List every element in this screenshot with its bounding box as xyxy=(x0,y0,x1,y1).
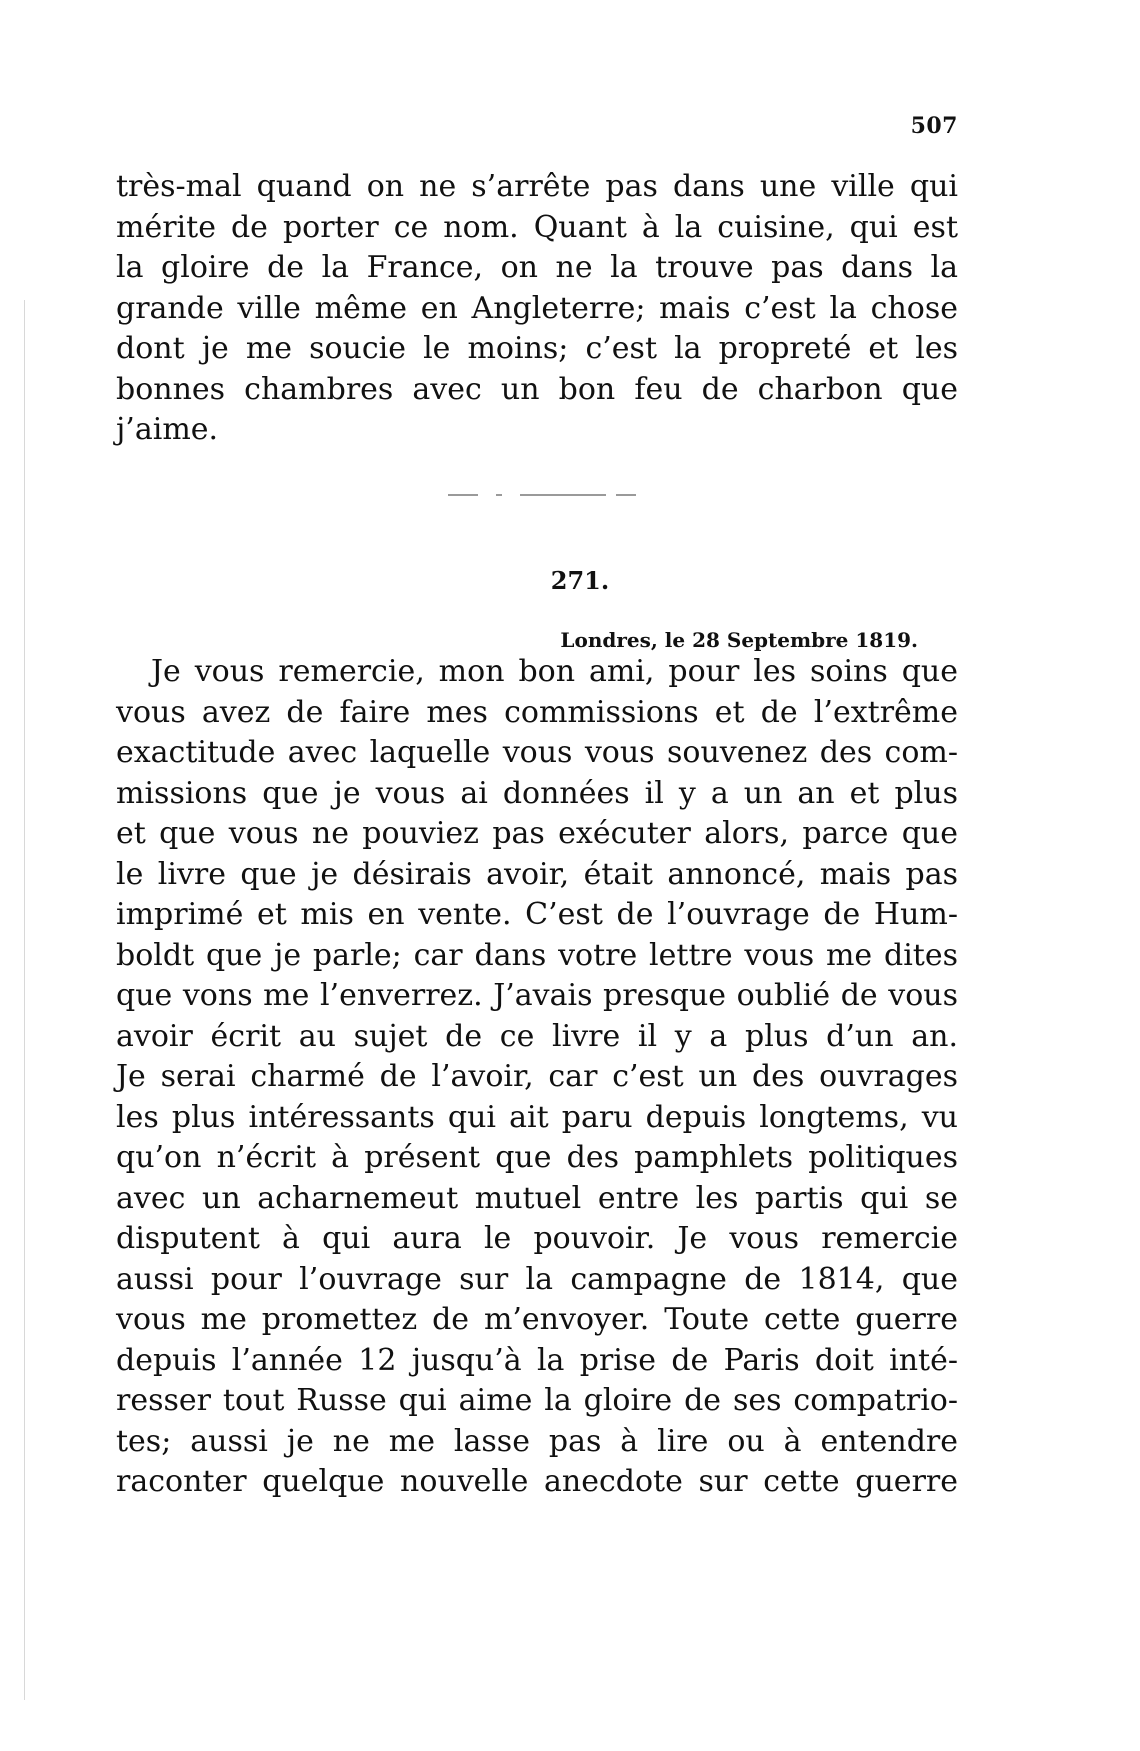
text-line: très-mal quand on ne s’arrête pas dans une ville qui xyxy=(116,169,958,204)
letter-number: 271. xyxy=(550,566,610,595)
text-line: le livre que je désirais avoir, était annoncé, mais pas xyxy=(116,856,958,892)
text-line: dont je me soucie le moins; c’est la propreté et les xyxy=(116,331,958,366)
text-line: la gloire de la France, on ne la trouve pas dans la xyxy=(116,250,958,285)
text-line: imprimé et mis en vente. C’est de l’ouvrage de Hum- xyxy=(116,897,958,932)
section-separator xyxy=(448,494,638,498)
letter-dateline: Londres, le 28 Septembre 1819. xyxy=(560,628,918,652)
text-line: tes; aussi je ne me lasse pas à lire ou à entendre xyxy=(116,1423,958,1459)
scan-edge-line xyxy=(24,300,25,1700)
previous-letter-ending xyxy=(116,167,958,451)
text-line: boldt que je parle; car dans votre lettre vous me dites xyxy=(116,937,958,973)
text-line: avec un acharnemeut mutuel entre les partis qui se xyxy=(116,1180,958,1216)
text-line: exactitude avec laquelle vous vous souvenez des com- xyxy=(116,735,958,770)
text-line: grande ville même en Angleterre; mais c’est la chose xyxy=(116,290,958,326)
text-line: raconter quelque nouvelle anecdote sur cette guerre xyxy=(116,1464,958,1499)
text-line: resser tout Russe qui aime la gloire de ses compatrio- xyxy=(116,1383,958,1418)
text-line: depuis l’année 12 jusqu’à la prise de Paris doit inté- xyxy=(116,1342,958,1378)
text-line: et que vous ne pouviez pas exécuter alors, parce que xyxy=(116,816,958,851)
text-line: Je serai charmé de l’avoir, car c’est un des ouvrages xyxy=(116,1059,958,1094)
text-line: bonnes chambres avec un bon feu de charbon que xyxy=(116,371,958,407)
text-line: que vons me l’enverrez. J’avais presque oublié de vous xyxy=(116,978,958,1013)
text-line: avoir écrit au sujet de ce livre il y a plus d’un an. xyxy=(116,1018,958,1054)
text-line: missions que je vous ai données il y a un an et plus xyxy=(116,775,958,811)
text-line: j’aime. xyxy=(116,412,219,447)
page-number: 507 xyxy=(910,113,958,139)
text-line: vous avez de faire mes commissions et de l’extrême xyxy=(116,694,958,730)
text-line: qu’on n’écrit à présent que des pamphlets politiques xyxy=(116,1140,958,1175)
text-line: aussi pour l’ouvrage sur la campagne de 1814, que xyxy=(116,1261,958,1297)
text-line: disputent à qui aura le pouvoir. Je vous remercie xyxy=(116,1221,958,1256)
text-line: les plus intéressants qui ait paru depuis longtems, vu xyxy=(116,1099,958,1135)
text-line: Je vous remercie, mon bon ami, pour les soins que xyxy=(151,654,958,689)
text-line: mérite de porter ce nom. Quant à la cuisine, qui est xyxy=(116,209,958,245)
letter-body xyxy=(116,652,958,1503)
text-line: vous me promettez de m’envoyer. Toute cette guerre xyxy=(116,1302,958,1337)
